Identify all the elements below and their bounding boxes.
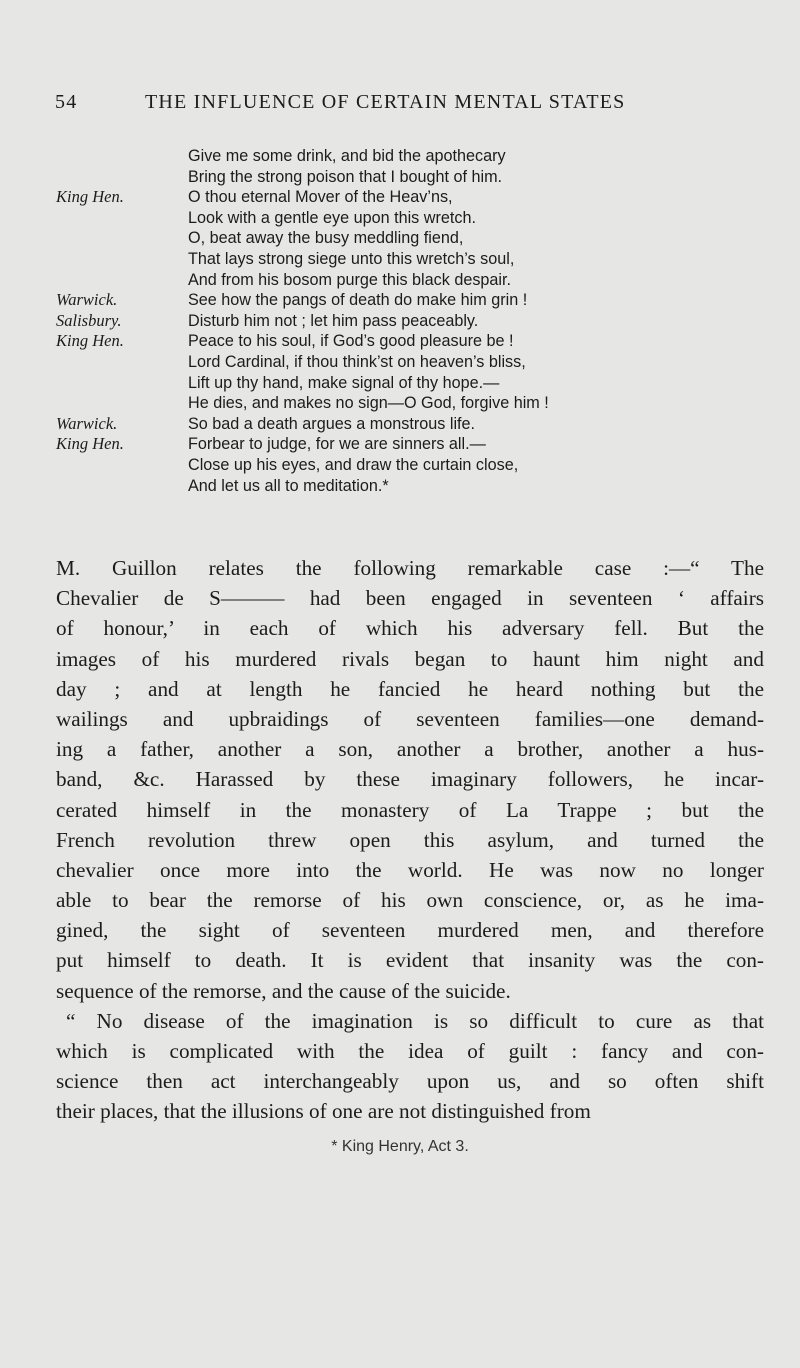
verse-line xyxy=(56,393,756,414)
verse-text: Forbear to judge, for we are sinners all.— xyxy=(188,435,486,454)
verse-text: O thou eternal Mover of the Heav’ns, xyxy=(188,188,453,207)
footnote: * King Henry, Act 3. xyxy=(331,1138,469,1155)
prose-line: able to bear the remorse of his own conscience, or, as he ima- xyxy=(56,888,764,913)
verse-text: He dies, and makes no sign—O God, forgive him ! xyxy=(188,394,549,413)
prose-line: day ; and at length he fancied he heard nothing but the xyxy=(56,676,764,701)
speaker-name: Warwick. xyxy=(56,413,118,433)
verse-line xyxy=(56,249,756,270)
verse-line xyxy=(56,290,756,311)
prose-line: science then act interchangeably upon us, and so often shift xyxy=(56,1069,764,1094)
prose-line: “ No disease of the imagination is so difficult to cure as that xyxy=(66,1008,764,1033)
prose-line: gined, the sight of seventeen murdered men, and therefore xyxy=(56,918,764,943)
prose-line: put himself to death. It is evident that insanity was the con- xyxy=(56,948,764,973)
verse-text: Peace to his soul, if God’s good pleasure be ! xyxy=(188,332,514,351)
speaker-name: Warwick. xyxy=(56,290,118,310)
verse-text: Look with a gentle eye upon this wretch. xyxy=(188,208,476,227)
verse-text: See how the pangs of death do make him grin ! xyxy=(188,291,528,310)
running-title: THE INFLUENCE OF CERTAIN MENTAL STATES xyxy=(145,91,626,113)
verse-line xyxy=(56,373,756,394)
verse-text: That lays strong siege unto this wretch’s soul, xyxy=(188,249,515,268)
prose-block xyxy=(56,553,764,1127)
verse-block xyxy=(56,146,756,496)
verse-line xyxy=(56,476,756,497)
verse-text: Lift up thy hand, make signal of thy hope.— xyxy=(188,373,500,392)
prose-line: M. Guillon relates the following remarkable case :—“ The xyxy=(56,556,764,580)
verse-line xyxy=(56,455,756,476)
verse-line xyxy=(56,331,756,352)
prose-line: ing a father, another a son, another a brother, another a hus- xyxy=(56,737,764,762)
speaker-name: Salisbury. xyxy=(56,310,122,330)
speaker-name: King Hen. xyxy=(56,434,124,454)
speaker-name: King Hen. xyxy=(56,331,124,351)
prose-line: of honour,’ in each of which his adversary fell. But the xyxy=(56,616,764,641)
verse-line xyxy=(56,434,756,455)
verse-line xyxy=(56,352,756,373)
verse-text: And let us all to meditation.* xyxy=(188,476,389,495)
prose-line: cerated himself in the monastery of La Trappe ; but the xyxy=(56,797,764,822)
verse-line xyxy=(56,270,756,291)
verse-line xyxy=(56,311,756,332)
verse-text: Bring the strong poison that I bought of him. xyxy=(188,167,503,186)
prose-line: wailings and upbraidings of seventeen families—one demand- xyxy=(56,706,764,731)
prose-line: chevalier once more into the world. He was now no longer xyxy=(56,857,764,882)
verse-text: Close up his eyes, and draw the curtain close, xyxy=(188,455,519,474)
prose-line: Chevalier de S——— had been engaged in seventeen ‘ affairs xyxy=(56,586,764,611)
prose-line: which is complicated with the idea of guilt : fancy and con- xyxy=(56,1039,764,1063)
prose-line: their places, that the illusions of one are not distinguished from xyxy=(56,1099,591,1124)
verse-line xyxy=(56,146,756,167)
verse-line xyxy=(56,228,756,249)
verse-line xyxy=(56,167,756,188)
verse-line xyxy=(56,208,756,229)
verse-text: So bad a death argues a monstrous life. xyxy=(188,414,476,433)
prose-line: images of his murdered rivals began to haunt him night and xyxy=(56,646,764,671)
prose-line: French revolution threw open this asylum, and turned the xyxy=(56,827,764,852)
verse-text: And from his bosom purge this black despair. xyxy=(188,270,512,289)
verse-line xyxy=(56,187,756,208)
page-number: 54 xyxy=(55,91,78,113)
verse-text: Disturb him not ; let him pass peaceably. xyxy=(188,311,479,330)
verse-text: O, beat away the busy meddling fiend, xyxy=(188,229,464,248)
verse-line xyxy=(56,414,756,435)
verse-text: Lord Cardinal, if thou think’st on heaven’s bliss, xyxy=(188,352,526,371)
verse-text: Give me some drink, and bid the apothecary xyxy=(188,147,506,165)
prose-line: band, &c. Harassed by these imaginary followers, he incar- xyxy=(56,767,764,792)
prose-line: sequence of the remorse, and the cause of the suicide. xyxy=(56,978,511,1003)
speaker-name: King Hen. xyxy=(56,187,124,207)
